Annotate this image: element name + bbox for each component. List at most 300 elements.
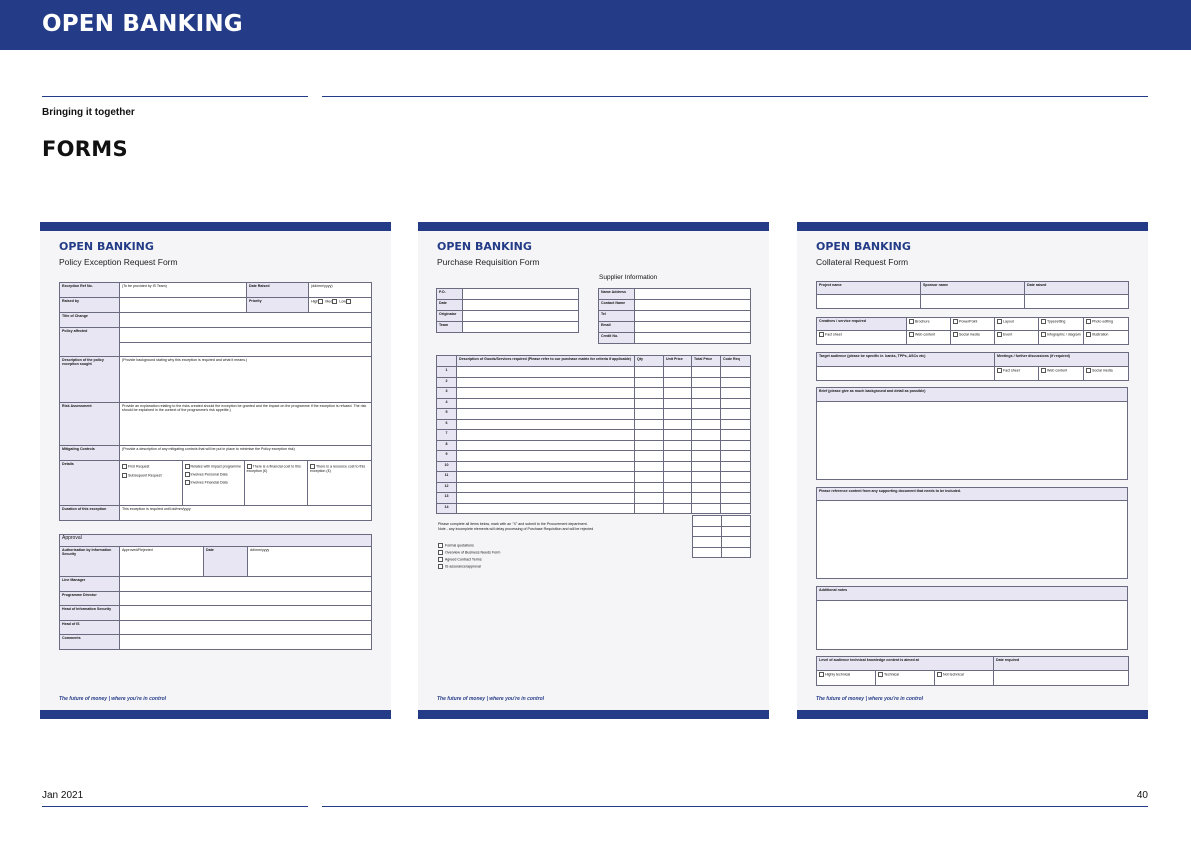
cell[interactable]	[692, 367, 721, 378]
divider	[322, 96, 1148, 97]
checklist-label: Agreed Contract Terms	[444, 557, 482, 562]
cell[interactable]	[635, 451, 664, 462]
field-value[interactable]	[120, 592, 372, 606]
cell[interactable]	[664, 419, 692, 430]
field-label: Sponsor name	[921, 282, 1025, 295]
cell[interactable]	[664, 388, 692, 399]
reference-table	[816, 487, 1128, 579]
card-bottom-band	[418, 710, 769, 719]
service-option	[907, 318, 951, 331]
cell[interactable]	[664, 440, 692, 451]
col-header: Code Req	[721, 356, 751, 367]
cell[interactable]	[693, 526, 722, 537]
checkbox[interactable]	[1041, 332, 1046, 337]
checkbox[interactable]	[937, 672, 942, 677]
field-label: Contact Name	[599, 300, 635, 311]
cell[interactable]	[664, 398, 692, 409]
field-value[interactable]	[463, 300, 579, 311]
card-top-band	[797, 222, 1148, 231]
field-label: Programme Director	[60, 592, 120, 606]
priority-options	[309, 298, 372, 313]
cell[interactable]	[457, 503, 635, 514]
cell[interactable]	[635, 419, 664, 430]
cell[interactable]	[664, 377, 692, 388]
checkbox[interactable]	[438, 550, 443, 555]
row-number: 5	[437, 409, 457, 420]
checkbox[interactable]	[1041, 368, 1046, 373]
field-label: Raised by	[60, 298, 120, 313]
service-option	[995, 331, 1039, 345]
card-tagline: The future of money | where you're in control	[816, 696, 924, 702]
cost-resource	[308, 461, 372, 505]
instruction-line: Note - any incomplete elements will delay processing of Purchase Requisition and will be rejected	[438, 527, 594, 531]
checkbox[interactable]	[997, 332, 1002, 337]
field-value[interactable]: This exception is required until dd/mm/yyyy	[120, 506, 372, 521]
divider	[42, 806, 308, 807]
instructions	[438, 522, 678, 532]
cell[interactable]	[721, 493, 751, 504]
checkbox[interactable]	[997, 368, 1002, 373]
table-row	[437, 409, 751, 420]
cell[interactable]	[721, 367, 751, 378]
cell[interactable]	[692, 398, 721, 409]
field-value[interactable]	[635, 333, 751, 344]
meeting-option	[995, 367, 1039, 381]
field-label: Email	[599, 322, 635, 333]
checkbox[interactable]	[185, 464, 190, 469]
option-label: Fact sheet	[825, 332, 842, 337]
option-label: Event	[1003, 332, 1013, 337]
option-label: Involves Personal Data	[190, 472, 228, 477]
option-label: Technical	[884, 672, 899, 677]
field-label: Originator	[437, 311, 463, 322]
field-label: Details	[60, 461, 120, 506]
field-label: Mitigating Controls	[60, 446, 120, 461]
field-label: Risk Assessment	[60, 403, 120, 446]
field-label: Date Raised	[247, 283, 309, 298]
cell[interactable]	[692, 419, 721, 430]
option-label: Brochure	[915, 319, 930, 324]
cell[interactable]	[721, 440, 751, 451]
row-number: 4	[437, 398, 457, 409]
cell[interactable]	[692, 461, 721, 472]
field-label: Date	[204, 547, 248, 577]
cell[interactable]	[457, 430, 635, 441]
cell[interactable]	[457, 482, 635, 493]
field-label: Level of audience technical knowledge content is aimed at	[817, 657, 994, 671]
row-number: 8	[437, 440, 457, 451]
cost-financial	[244, 461, 308, 505]
cell[interactable]	[692, 493, 721, 504]
field-value[interactable]	[463, 322, 579, 333]
card-top-band	[40, 222, 391, 231]
cell[interactable]	[722, 526, 751, 537]
table-row	[437, 388, 751, 399]
checkbox[interactable]	[122, 473, 127, 478]
checkbox[interactable]	[185, 480, 190, 485]
checkbox[interactable]	[1086, 368, 1091, 373]
col-header	[437, 356, 457, 367]
cell[interactable]	[635, 493, 664, 504]
field-label: Head of IS	[60, 621, 120, 635]
cell[interactable]	[692, 409, 721, 420]
service-option	[817, 331, 907, 345]
field-value[interactable]: (To be provided by IS Team)	[120, 283, 247, 298]
row-number: 1	[437, 367, 457, 378]
row-number: 13	[437, 493, 457, 504]
table-row	[437, 493, 751, 504]
cell[interactable]	[721, 461, 751, 472]
field-value[interactable]	[635, 322, 751, 333]
row-number: 6	[437, 419, 457, 430]
field-label: Project name	[817, 282, 921, 295]
priority-med-label: Med	[325, 299, 333, 304]
field-value[interactable]	[120, 635, 372, 650]
field-label: Tel	[599, 311, 635, 322]
field-label: Date	[437, 300, 463, 311]
table-row	[437, 440, 751, 451]
field-label: Priority	[247, 298, 309, 313]
field-value[interactable]	[817, 601, 1128, 650]
checkbox[interactable]	[909, 319, 914, 324]
checkbox[interactable]	[185, 472, 190, 477]
cell[interactable]	[693, 537, 722, 548]
card-title: Policy Exception Request Form	[59, 257, 178, 267]
row-number: 11	[437, 472, 457, 483]
supplier-heading: Supplier Information	[599, 274, 658, 281]
field-label: Please reference content from any supporting document that needs to be included.	[817, 488, 1128, 501]
option-label: There is a financial cost to this exception (£)	[246, 464, 301, 473]
field-value[interactable]: Approved/Rejected	[120, 547, 204, 577]
cell[interactable]	[457, 419, 635, 430]
line-items-table	[436, 355, 751, 514]
checkbox[interactable]	[346, 299, 351, 304]
cell[interactable]	[635, 409, 664, 420]
cell[interactable]	[457, 440, 635, 451]
field-label: Additional notes	[817, 587, 1128, 601]
option-label: Web content	[1047, 368, 1068, 373]
cell[interactable]	[457, 472, 635, 483]
approval-table	[59, 534, 372, 650]
instruction-line: Please complete all items below, mark with an "X" and submit to the Procurement department.	[438, 522, 588, 526]
field-label: Date required	[994, 657, 1129, 671]
option-label: Social media	[1092, 368, 1113, 373]
cell[interactable]	[721, 398, 751, 409]
checkbox[interactable]	[438, 557, 443, 562]
cell[interactable]	[721, 451, 751, 462]
order-info-table	[436, 288, 579, 333]
option-label: Typesetting	[1047, 319, 1066, 324]
checklist-label: IS assurance/approval	[445, 564, 481, 569]
cell[interactable]	[635, 398, 664, 409]
cell[interactable]	[721, 419, 751, 430]
page-title: FORMS	[42, 137, 128, 161]
field-label: Target audience (please be specific ie. banks, TPPs, ASCs etc)	[817, 353, 995, 367]
checkbox[interactable]	[438, 564, 443, 569]
cell[interactable]	[457, 451, 635, 462]
cell[interactable]	[692, 451, 721, 462]
cell[interactable]	[692, 482, 721, 493]
cell[interactable]	[664, 409, 692, 420]
option-label: PowerPoint	[959, 319, 978, 324]
cell[interactable]	[664, 451, 692, 462]
cell[interactable]	[664, 461, 692, 472]
divider	[322, 806, 1148, 807]
field-label: Meetings / further discussions (if required)	[995, 353, 1129, 367]
cell[interactable]	[664, 493, 692, 504]
cell[interactable]	[635, 503, 664, 514]
option-label: Web content	[915, 332, 936, 337]
field-value[interactable]: (Provide background stating why this exception is required and what it means.)	[120, 357, 372, 403]
checkbox[interactable]	[122, 464, 127, 469]
cell[interactable]	[664, 367, 692, 378]
checkbox[interactable]	[318, 299, 323, 304]
technical-option	[876, 671, 935, 686]
card-brand: OPEN BANKING	[59, 240, 154, 253]
option-label: There is a resource cost to this exception (£)	[310, 464, 366, 473]
cell[interactable]	[635, 472, 664, 483]
cell[interactable]	[692, 440, 721, 451]
field-label: Name Address	[599, 289, 635, 300]
cell[interactable]	[457, 461, 635, 472]
field-value[interactable]	[1025, 295, 1129, 309]
checkbox[interactable]	[819, 332, 824, 337]
field-label: Description of the policy exception sought	[60, 357, 120, 403]
cell[interactable]	[721, 377, 751, 388]
option-label: Not technical	[943, 672, 964, 677]
field-value[interactable]	[817, 367, 995, 381]
field-label: Team	[437, 322, 463, 333]
audience-table	[816, 352, 1129, 381]
data-type	[182, 461, 244, 505]
col-header: Unit Price	[664, 356, 692, 367]
field-label: Exception Ref No.	[60, 283, 120, 298]
header-bar	[0, 0, 1191, 50]
field-value[interactable]	[635, 311, 751, 322]
row-number: 2	[437, 377, 457, 388]
field-value[interactable]	[120, 313, 372, 328]
field-label: Authorisation by Information Security	[60, 547, 120, 577]
table-row	[437, 377, 751, 388]
cell[interactable]	[457, 493, 635, 504]
field-value[interactable]	[120, 298, 247, 313]
request-type	[120, 461, 182, 505]
cell[interactable]	[635, 367, 664, 378]
field-value[interactable]	[817, 501, 1128, 579]
cell[interactable]	[721, 503, 751, 514]
priority-low-label: Low	[339, 299, 346, 304]
service-option	[951, 331, 995, 345]
option-label: Involves Financial Data	[190, 480, 228, 485]
row-number: 10	[437, 461, 457, 472]
field-value[interactable]	[921, 295, 1025, 309]
meeting-option	[1039, 367, 1084, 381]
field-value[interactable]: Provide an explanation relating to the risks created should the exception be granted and the impact on the programme if the exception is refused. The risk should be explained in the context of the programme's risk appetite.)	[120, 403, 372, 446]
field-value[interactable]	[120, 328, 372, 343]
cell[interactable]	[457, 398, 635, 409]
field-value[interactable]	[994, 671, 1129, 686]
policy-form-table	[59, 282, 372, 521]
page-number: 40	[1136, 790, 1148, 801]
technical-table	[816, 656, 1129, 686]
col-header: Description of Goods/Services required (Please refer to our purchase matrix for criteria if applicable)	[457, 356, 635, 367]
option-label: First Request	[128, 464, 150, 469]
cell[interactable]	[721, 409, 751, 420]
checkbox[interactable]	[878, 672, 883, 677]
cell[interactable]	[635, 388, 664, 399]
cell[interactable]	[693, 547, 722, 558]
card-tagline: The future of money | where you're in control	[437, 696, 545, 702]
col-header: Qty	[635, 356, 664, 367]
row-number: 3	[437, 388, 457, 399]
technical-option	[817, 671, 876, 686]
row-number: 7	[437, 430, 457, 441]
card-title: Collateral Request Form	[816, 257, 909, 267]
cell[interactable]	[664, 472, 692, 483]
checkbox[interactable]	[953, 332, 958, 337]
cell[interactable]	[693, 516, 722, 527]
cell[interactable]	[664, 503, 692, 514]
field-label: Comments	[60, 635, 120, 650]
field-value[interactable]	[463, 311, 579, 322]
card-title: Purchase Requisition Form	[437, 257, 540, 267]
cell[interactable]	[692, 472, 721, 483]
collateral-request-form-card	[797, 222, 1148, 719]
cell[interactable]	[635, 430, 664, 441]
field-value[interactable]	[635, 300, 751, 311]
option-label: Infographic / diagram	[1047, 332, 1081, 337]
service-option	[951, 318, 995, 331]
cell[interactable]	[692, 503, 721, 514]
cell[interactable]	[457, 377, 635, 388]
table-row	[437, 451, 751, 462]
option-label: Social media	[959, 332, 980, 337]
cell[interactable]	[664, 482, 692, 493]
field-label: Credit No.	[599, 333, 635, 344]
cell[interactable]	[635, 377, 664, 388]
attachment-checklist	[438, 543, 500, 569]
row-number: 12	[437, 482, 457, 493]
cell[interactable]	[664, 430, 692, 441]
technical-option	[935, 671, 994, 686]
card-top-band	[418, 222, 769, 231]
field-label: Creatives / service required	[817, 318, 907, 331]
col-header: Total Price	[692, 356, 721, 367]
cell[interactable]	[721, 472, 751, 483]
cell[interactable]	[635, 440, 664, 451]
meeting-option	[1084, 367, 1129, 381]
table-row	[437, 367, 751, 378]
checkbox[interactable]	[953, 319, 958, 324]
cell[interactable]	[692, 388, 721, 399]
cell[interactable]	[721, 482, 751, 493]
checkbox[interactable]	[1086, 319, 1091, 324]
checkbox[interactable]	[909, 332, 914, 337]
card-tagline: The future of money | where you're in control	[59, 696, 167, 702]
table-row	[437, 419, 751, 430]
field-value[interactable]	[817, 295, 921, 309]
checkbox[interactable]	[819, 672, 824, 677]
card-brand: OPEN BANKING	[816, 240, 911, 253]
service-option	[907, 331, 951, 345]
service-option	[1039, 331, 1084, 345]
option-label: Photo editing	[1092, 319, 1113, 324]
cell[interactable]	[457, 367, 635, 378]
option-label: Illustration	[1092, 332, 1109, 337]
field-label: Head of Information Security	[60, 606, 120, 621]
table-row	[437, 472, 751, 483]
table-row	[437, 482, 751, 493]
cell[interactable]	[457, 409, 635, 420]
cell[interactable]	[635, 461, 664, 472]
checkbox[interactable]	[1041, 319, 1046, 324]
cell[interactable]	[692, 430, 721, 441]
option-label: Highly technical	[825, 672, 851, 677]
row-number: 14	[437, 503, 457, 514]
field-label: Policy affected	[60, 328, 120, 357]
field-value[interactable]	[120, 621, 372, 635]
field-value[interactable]: (Provide a description of any mitigating controls that will be put in place to minimise the Policy exception risk)	[120, 446, 372, 461]
purchase-requisition-form-card	[418, 222, 769, 719]
cell[interactable]	[635, 482, 664, 493]
field-label: P.O.	[437, 289, 463, 300]
card-bottom-band	[797, 710, 1148, 719]
checkbox[interactable]	[438, 543, 443, 548]
cell[interactable]	[721, 430, 751, 441]
project-info-table	[816, 281, 1129, 309]
checkbox[interactable]	[332, 299, 337, 304]
brief-table	[816, 387, 1128, 480]
footer-date: Jan 2021	[42, 790, 84, 801]
field-value[interactable]	[817, 402, 1128, 480]
row-number: 9	[437, 451, 457, 462]
cell[interactable]	[722, 537, 751, 548]
cell[interactable]	[722, 516, 751, 527]
cell[interactable]	[692, 377, 721, 388]
card-bottom-band	[40, 710, 391, 719]
table-row	[437, 430, 751, 441]
field-label: Date raised	[1025, 282, 1129, 295]
brand-logo: OPEN BANKING	[42, 11, 243, 37]
field-value[interactable]	[120, 343, 372, 357]
table-row	[437, 461, 751, 472]
table-row	[437, 503, 751, 514]
option-label: Layout	[1003, 319, 1014, 324]
option-label: Relates with impact programme	[190, 464, 242, 469]
policy-exception-form-card	[40, 222, 391, 719]
service-option	[995, 318, 1039, 331]
field-value[interactable]	[463, 289, 579, 300]
divider	[42, 96, 308, 97]
checkbox[interactable]	[1086, 332, 1091, 337]
field-value[interactable]	[120, 606, 372, 621]
cell[interactable]	[722, 547, 751, 558]
details-options	[120, 461, 372, 506]
checkbox[interactable]	[997, 319, 1002, 324]
field-label: Duration of this exception	[60, 506, 120, 521]
field-value[interactable]: (dd/mm/yyyy)	[309, 283, 372, 298]
totals-table	[692, 515, 751, 558]
cell[interactable]	[457, 388, 635, 399]
supplier-info-table	[598, 288, 751, 344]
checklist-label: Formal quotations	[445, 543, 474, 548]
field-value[interactable]	[120, 577, 372, 592]
field-value[interactable]	[635, 289, 751, 300]
cell[interactable]	[721, 388, 751, 399]
field-value[interactable]: dd/mm/yyyy	[248, 547, 372, 577]
option-label: Subsequent Request	[128, 473, 162, 478]
services-table	[816, 317, 1129, 345]
